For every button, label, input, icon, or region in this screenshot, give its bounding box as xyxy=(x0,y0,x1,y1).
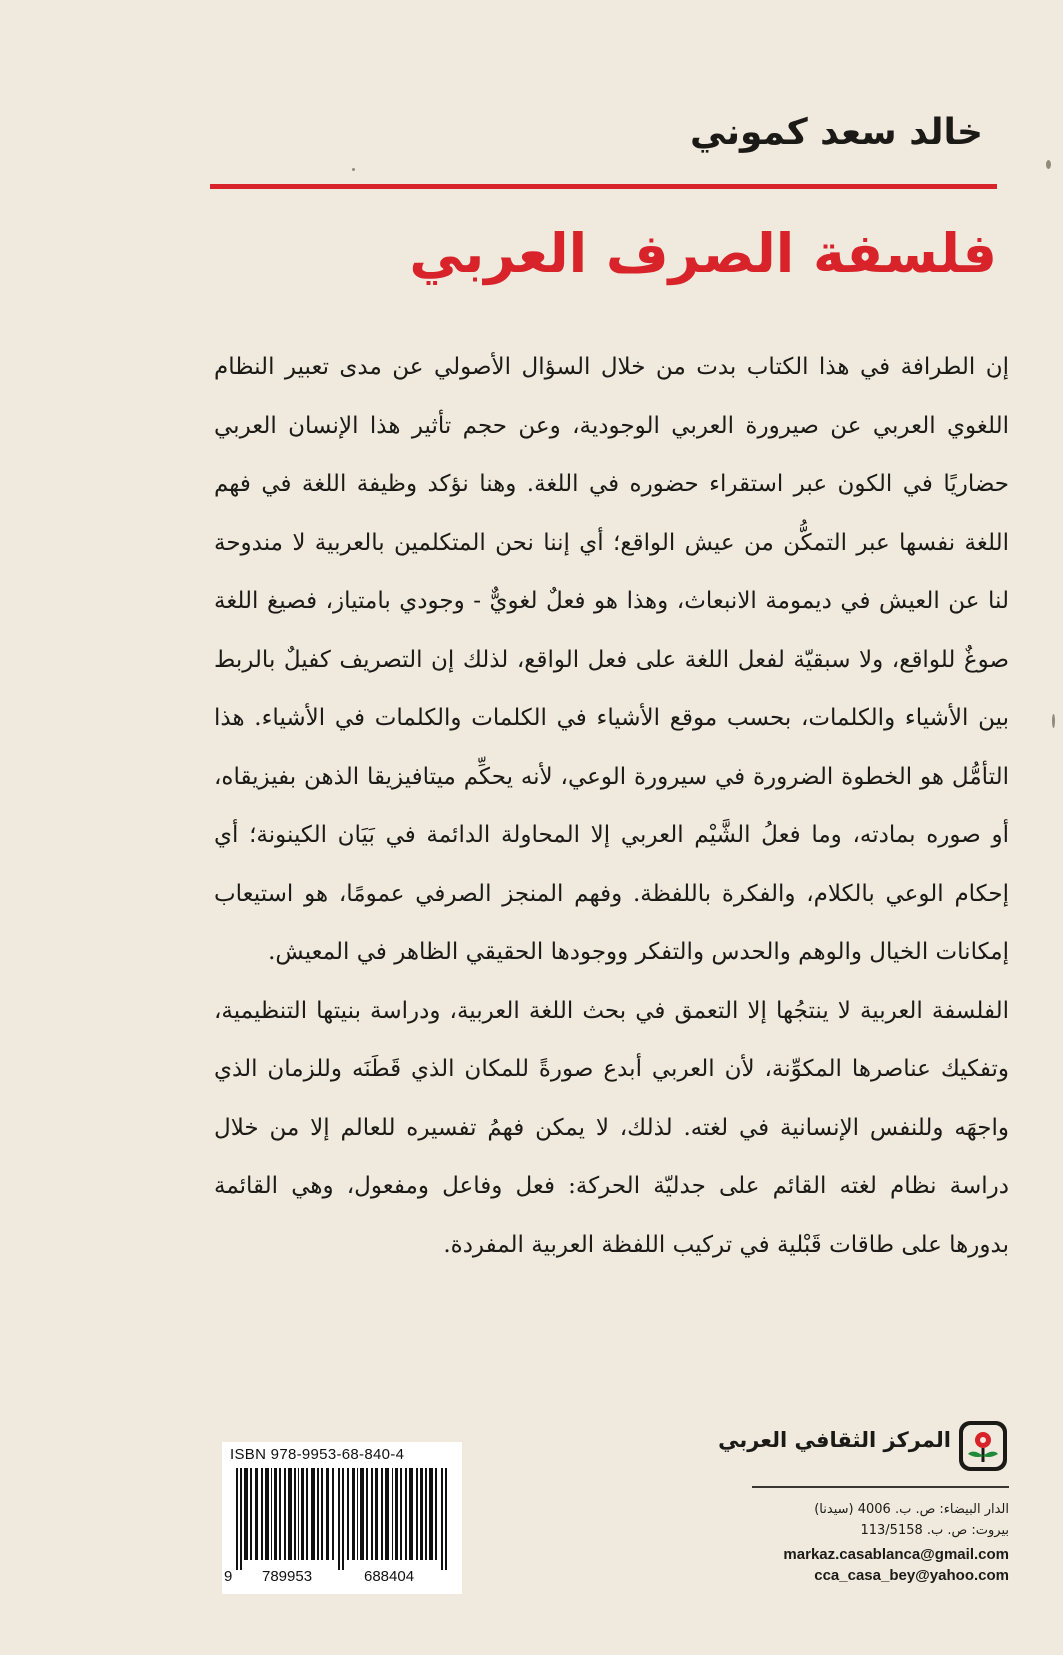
isbn-barcode xyxy=(222,1442,462,1594)
author-name: خالد سعد كموني xyxy=(690,112,983,153)
publisher-divider xyxy=(752,1486,1009,1488)
isbn-label: ISBN 978-9953-68-840-4 xyxy=(230,1446,405,1463)
publisher-name: المركز الثقافي العربي xyxy=(718,1428,951,1452)
paper-speck xyxy=(1046,160,1051,169)
email-secondary[interactable]: cca_casa_bey@yahoo.com xyxy=(814,1567,1009,1584)
address-casablanca: الدار البيضاء: ص. ب. 4006 (سيدنا) xyxy=(814,1502,1009,1517)
flower-emblem-icon xyxy=(958,1420,1008,1472)
paper-speck xyxy=(352,168,355,171)
barcode-digits-left: 789953 xyxy=(262,1568,313,1585)
barcode-digits xyxy=(224,1568,460,1590)
blurb-paragraph-2: الفلسفة العربية لا ينتجُها إلا التعمق في بحث اللغة العربية، ودراسة بنيتها التنظيمية، وتفكيك عناصرها المكوِّنة، لأن العربي أبدع صورةً للمكان الذي قَطَنَه وللزمان الذي واجهَه وللنفس الإنسانية في لغته. لذلك، لا يمكن فهمُ تفسيره للعالم إلا من خلال دراسة نظام لغته القائم على جدليّة الحركة: فعل وفاعل ومفعول، وهي القائمة بدورها على طاقات قَبْلية في تركيب اللفظة العربية المفردة. xyxy=(214,997,1009,1258)
paper-speck xyxy=(1052,714,1055,728)
barcode-digit-first: 9 xyxy=(224,1568,233,1585)
book-title: فلسفة الصرف العربي xyxy=(409,222,997,285)
barcode-bars xyxy=(236,1468,448,1570)
blurb-paragraph-1: إن الطرافة في هذا الكتاب بدت من خلال السؤال الأصولي عن مدى تعبير النظام اللغوي العربي عن صيرورة العربي الوجودية، وعن حجم تأثير هذا الإنسان العربي حضاريًا في الكون عبر استقراء حضوره في اللغة. وهنا نؤكد وظيفة اللغة في فهم اللغة نفسها عبر التمكُّن من عيش الواقع؛ أي إننا نحن المتكلمين بالعربية لا مندوحة لنا عن العيش في ديمومة الانبعاث، وهذا هو فعلٌ لغويٌّ - وجودي بامتياز، فصيغ اللغة صوغٌ للواقع، ولا سبقيّة لفعل اللغة على فعل الواقع، لذلك إن التصريف كفيلٌ بالربط بين الأشياء والكلمات، بحسب موقع الأشياء في الكلمات والكلمات في الأشياء. هذا التأمُّل هو الخطوة الضرورة في سيرورة الوعي، لأنه يحكِّم ميتافيزيقا الذهن بفيزيقاه، أو صوره بمادته، وما فعلُ الشَّيْم العربي إلا المحاولة الدائمة في بَيَان الكينونة؛ أي إحكام الوعي بالكلام، والفكرة باللفظة. وفهم المنجز الصرفي عمومًا، هو استيعاب إمكانات الخيال والوهم والحدس والتفكر ووجودها الحقيقي الظاهر في المعيش. xyxy=(214,354,1009,965)
blurb xyxy=(214,338,1009,1274)
email-primary[interactable]: markaz.casablanca@gmail.com xyxy=(783,1546,1009,1563)
title-divider xyxy=(210,184,997,189)
address-beirut: بيروت: ص. ب. 113/5158 xyxy=(860,1523,1009,1538)
barcode-digits-right: 688404 xyxy=(364,1568,415,1585)
